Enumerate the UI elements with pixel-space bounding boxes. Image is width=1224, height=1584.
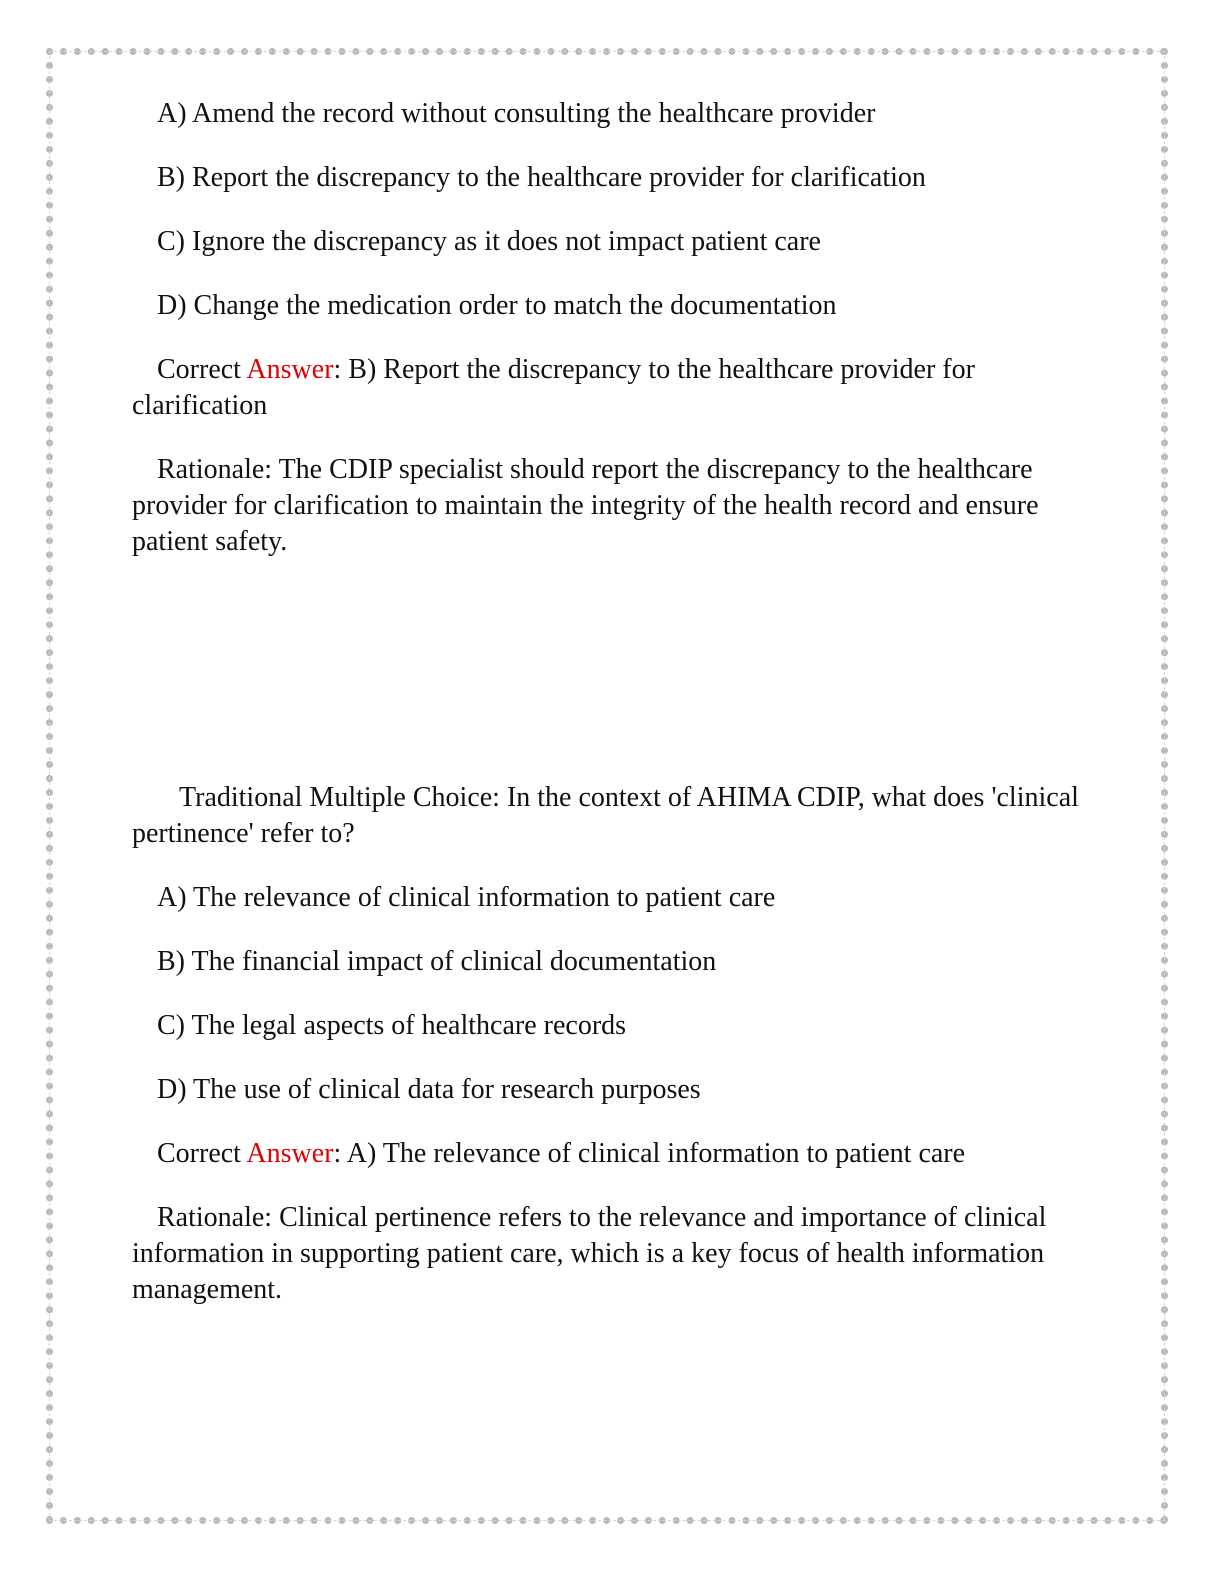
q1-rationale: Rationale: The CDIP specialist should report the discrepancy to the healthcare provider for clarification to maintain the integrity of the health record and ensure patient safety. — [132, 454, 1039, 557]
q1-option-c: C) Ignore the discrepancy as it does not impact patient care — [157, 226, 821, 257]
q1-correct-answer — [132, 352, 1082, 424]
q1-answer-word: Answer — [246, 354, 334, 385]
q2-option-d: D) The use of clinical data for research purposes — [157, 1074, 701, 1105]
q2-option-b: B) The financial impact of clinical documentation — [157, 946, 717, 977]
q1-correct-text: : B) Report the discrepancy to the healthcare provider for clarification — [132, 354, 975, 421]
q2-option-a: A) The relevance of clinical information to patient care — [157, 882, 776, 913]
q2-correct-prefix: Correct — [157, 1138, 247, 1169]
q1-option-b: B) Report the discrepancy to the healthcare provider for clarification — [157, 162, 926, 193]
q1-option-a: A) Amend the record without consulting the healthcare provider — [157, 98, 876, 129]
q2-correct-answer — [132, 1136, 1082, 1172]
q2-prompt: Traditional Multiple Choice: In the context of AHIMA CDIP, what does 'clinical pertinence' refer to? — [132, 782, 1079, 849]
q2-rationale: Rationale: Clinical pertinence refers to the relevance and importance of clinical information in supporting patient care, which is a key focus of health information management. — [132, 1202, 1047, 1305]
q1-option-d: D) Change the medication order to match the documentation — [157, 290, 837, 321]
q1-correct-prefix: Correct — [157, 354, 247, 385]
q2-answer-word: Answer — [246, 1138, 334, 1169]
q2-correct-text: : A) The relevance of clinical information to patient care — [333, 1138, 966, 1169]
q2-option-c: C) The legal aspects of healthcare records — [157, 1010, 627, 1041]
